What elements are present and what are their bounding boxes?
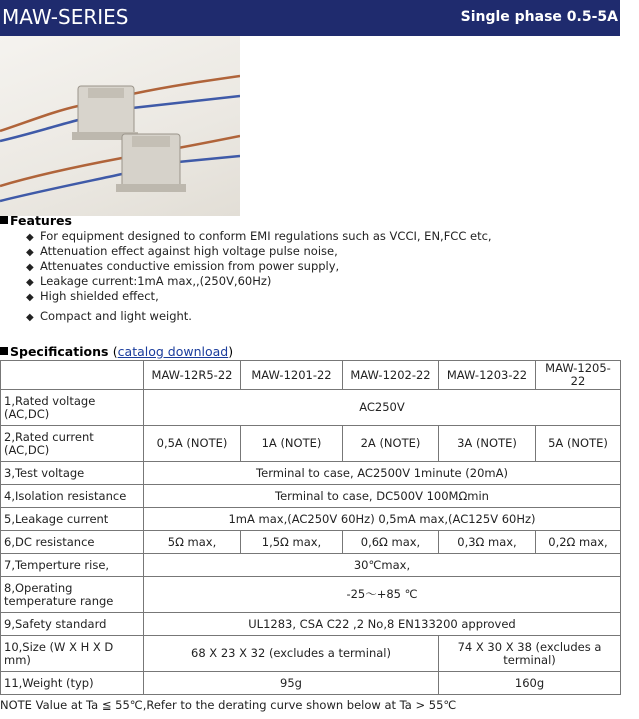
model-header: MAW-1201-22 xyxy=(241,361,343,390)
diamond-bullet-icon: ◆ xyxy=(26,277,34,288)
specifications-title: Specifications xyxy=(10,344,109,359)
row-value: 1mA max,(AC250V 60Hz) 0,5mA max,(AC125V 60Hz) xyxy=(144,508,621,531)
product-photo xyxy=(0,36,240,216)
model-header: MAW-1202-22 xyxy=(343,361,439,390)
row-label: 11,Weight (typ) xyxy=(1,672,144,695)
row-value: AC250V xyxy=(144,390,621,426)
series-subtitle: Single phase 0.5-5A xyxy=(460,9,618,25)
feature-item: ◆ High shielded effect, xyxy=(26,289,159,303)
table-header-row xyxy=(1,361,621,390)
row-value: 5Ω max, xyxy=(144,531,241,554)
table-row xyxy=(1,462,621,485)
table-row xyxy=(1,485,621,508)
row-value: 1,5Ω max, xyxy=(241,531,343,554)
row-value: Terminal to case, AC2500V 1minute (20mA) xyxy=(144,462,621,485)
model-header: MAW-12R5-22 xyxy=(144,361,241,390)
row-value: 5A (NOTE) xyxy=(536,426,621,462)
emi-filter-photo-illustration xyxy=(0,36,240,216)
row-value: 68 X 23 X 32 (excludes a terminal) xyxy=(144,636,439,672)
catalog-download-link[interactable]: catalog download xyxy=(117,344,229,359)
row-label: 4,Isolation resistance xyxy=(1,485,144,508)
row-value: 30℃max, xyxy=(144,554,621,577)
specifications-heading xyxy=(0,344,233,359)
row-value: 2A (NOTE) xyxy=(343,426,439,462)
features-list xyxy=(24,229,492,324)
row-label: 3,Test voltage xyxy=(1,462,144,485)
row-value: UL1283, CSA C22 ,2 No,8 EN133200 approved xyxy=(144,613,621,636)
row-label: 9,Safety standard xyxy=(1,613,144,636)
row-value: 160g xyxy=(439,672,621,695)
diamond-bullet-icon: ◆ xyxy=(26,262,34,273)
feature-item: ◆ Attenuates conductive emission from power supply, xyxy=(26,259,340,273)
row-label: 2,Rated current (AC,DC) xyxy=(1,426,144,462)
row-label: 5,Leakage current xyxy=(1,508,144,531)
model-header: MAW-1203-22 xyxy=(439,361,536,390)
square-bullet-icon xyxy=(0,347,8,355)
row-value: 0,2Ω max, xyxy=(536,531,621,554)
row-label: 6,DC resistance xyxy=(1,531,144,554)
table-corner-cell xyxy=(1,361,144,390)
feature-item: ◆ Compact and light weight. xyxy=(26,309,192,323)
row-value: 0,6Ω max, xyxy=(343,531,439,554)
row-label: 7,Temperture rise, xyxy=(1,554,144,577)
table-row xyxy=(1,426,621,462)
diamond-bullet-icon: ◆ xyxy=(26,232,34,243)
row-value: 1A (NOTE) xyxy=(241,426,343,462)
specifications-table xyxy=(0,360,621,695)
row-label: 10,Size (W X H X D mm) xyxy=(1,636,144,672)
diamond-bullet-icon: ◆ xyxy=(26,312,34,323)
row-label: 1,Rated voltage (AC,DC) xyxy=(1,390,144,426)
row-value: 0,3Ω max, xyxy=(439,531,536,554)
diamond-bullet-icon: ◆ xyxy=(26,292,34,303)
catalog-link-wrapper: (catalog download) xyxy=(112,344,234,359)
row-value: Terminal to case, DC500V 100MΩmin xyxy=(144,485,621,508)
row-value: 3A (NOTE) xyxy=(439,426,536,462)
table-row xyxy=(1,508,621,531)
derating-note: NOTE Value at Ta ≦ 55℃,Refer to the derating curve shown below at Ta > 55℃ xyxy=(0,698,457,712)
table-row xyxy=(1,636,621,672)
table-row xyxy=(1,531,621,554)
features-heading xyxy=(0,213,72,228)
features-title: Features xyxy=(10,213,72,228)
table-row xyxy=(1,554,621,577)
row-value: 74 X 30 X 38 (excludes a terminal) xyxy=(439,636,621,672)
table-row xyxy=(1,672,621,695)
feature-item: ◆ For equipment designed to conform EMI regulations such as VCCI, EN,FCC etc, xyxy=(26,229,492,243)
row-value: 0,5A (NOTE) xyxy=(144,426,241,462)
diamond-bullet-icon: ◆ xyxy=(26,247,34,258)
table-row xyxy=(1,613,621,636)
table-row xyxy=(1,390,621,426)
series-header xyxy=(0,0,620,36)
row-value: -25〜+85 ℃ xyxy=(144,577,621,613)
model-header: MAW-1205-22 xyxy=(536,361,621,390)
row-label: 8,Operating temperature range xyxy=(1,577,144,613)
table-row xyxy=(1,577,621,613)
feature-item: ◆ Attenuation effect against high voltage pulse noise, xyxy=(26,244,338,258)
feature-item: ◆ Leakage current:1mA max,,(250V,60Hz) xyxy=(26,274,272,288)
series-title: MAW-SERIES xyxy=(2,5,129,29)
row-value: 95g xyxy=(144,672,439,695)
square-bullet-icon xyxy=(0,216,8,224)
